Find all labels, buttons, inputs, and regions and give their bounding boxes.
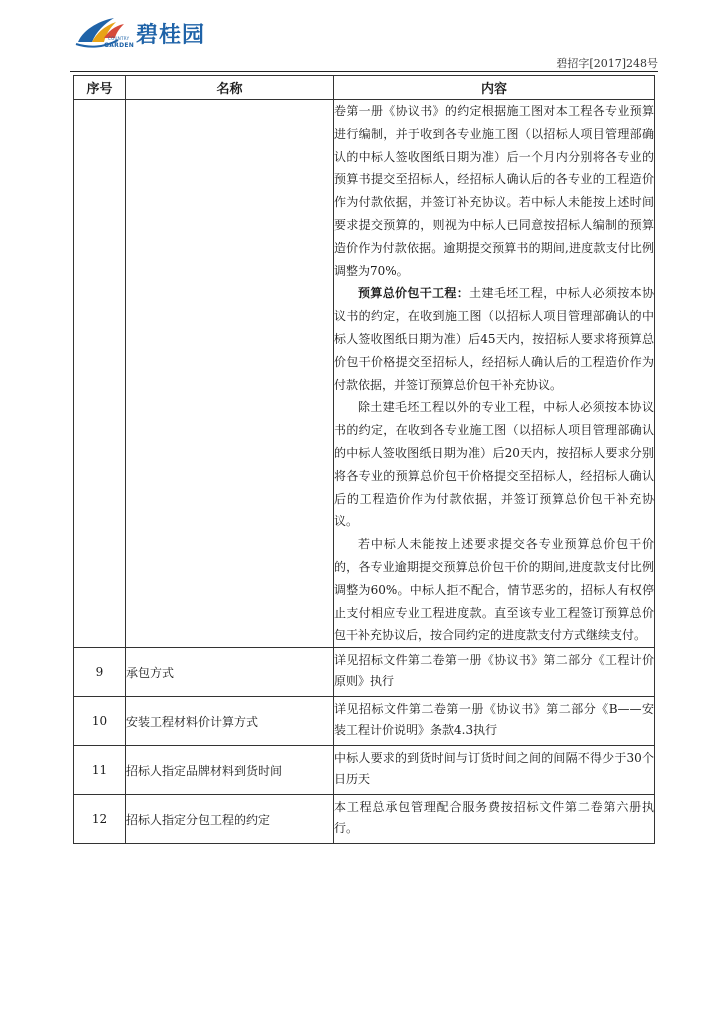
header-divider (70, 71, 658, 72)
table-row (74, 746, 655, 795)
cell-name-empty (126, 100, 334, 648)
content-paragraph-4: 若中标人未能按上述要求提交各专业预算总价包干价的，各专业逾期提交预算总价包干价的期间,进度款支付比例调整为60%。中标人拒不配合，情节恶劣的，招标人有权停止支付相应专业工程进度款。直至该专业工程签订预算总价包干补充协议后，按合同约定的进度款支付方式继续支付。 (334, 537, 654, 643)
table-row (74, 697, 655, 746)
content-paragraph-2 (334, 282, 654, 396)
cell-content: 本工程总承包管理配合服务费按招标文件第二卷第六册执行。 (334, 795, 655, 844)
cell-name: 安装工程材料价计算方式 (126, 697, 334, 746)
table-header-row (74, 76, 655, 100)
column-header-name: 名称 (126, 76, 334, 100)
cell-content: 详见招标文件第二卷第一册《协议书》第二部分《工程计价原则》执行 (334, 648, 655, 697)
bid-terms-table (73, 75, 655, 844)
cell-name: 招标人指定品牌材料到货时间 (126, 746, 334, 795)
cell-name: 招标人指定分包工程的约定 (126, 795, 334, 844)
logo-text-country: COUNTRY (108, 36, 130, 41)
content-paragraph-3: 除土建毛坯工程以外的专业工程，中标人必须按本协议书的约定，在收到各专业施工图（以招标人项目管理部确认的中标人签收图纸日期为准）后20天内，按招标人要求分别将各专业的预算总价包干价格提交至招标人，经招标人确认后的工程造价作为付款依据，并签订预算总价包干补充协议。 (334, 400, 654, 529)
content-paragraph-2-text: 土建毛坯工程，中标人必须按本协议书的约定，在收到施工图（以招标人项目管理部确认的中标人签收图纸日期为准）后45天内，按招标人要求将预算总价包干价格提交至招标人，经招标人确认后的工程造价作为付款依据，并签订预算总价包干补充协议。 (334, 286, 654, 392)
company-logo (74, 12, 205, 52)
cell-content: 详见招标文件第二卷第一册《协议书》第二部分《B——安装工程计价说明》条款4.3执行 (334, 697, 655, 746)
logo-emblem (74, 12, 135, 52)
cell-name: 承包方式 (126, 648, 334, 697)
cell-content: 中标人要求的到货时间与订货时间之间的间隔不得少于30个日历天 (334, 746, 655, 795)
cell-content-continued (334, 100, 655, 648)
column-header-no: 序号 (74, 76, 126, 100)
table-row (74, 795, 655, 844)
cell-no: 12 (74, 795, 126, 844)
column-header-content: 内容 (334, 76, 655, 100)
logo-text-garden: GARDEN (104, 42, 135, 49)
cell-no: 11 (74, 746, 126, 795)
logo-text-cn: 碧桂园 (136, 22, 206, 48)
table-row-continued (74, 100, 655, 648)
cell-no-empty (74, 100, 126, 648)
document-reference: 碧招字[2017]248号 (556, 57, 658, 70)
bold-lead-lump-sum: 预算总价包干工程： (358, 286, 470, 301)
content-paragraph-1: 卷第一册《协议书》的约定根据施工图对本工程各专业预算进行编制，并于收到各专业施工图（以招标人项目管理部确认的中标人签收图纸日期为准）后一个月内分别将各专业的预算书提交至招标人，经招标人确认后的各专业的工程造价作为付款依据，并签订补充协议。若中标人未能按上述时间要求提交预算的，则视为中标人已同意按招标人编制的预算造价作为付款依据。逾期提交预算书的期间,进度款支付比例调整为70%。 (334, 104, 654, 278)
table-row (74, 648, 655, 697)
cell-no: 10 (74, 697, 126, 746)
cell-no: 9 (74, 648, 126, 697)
